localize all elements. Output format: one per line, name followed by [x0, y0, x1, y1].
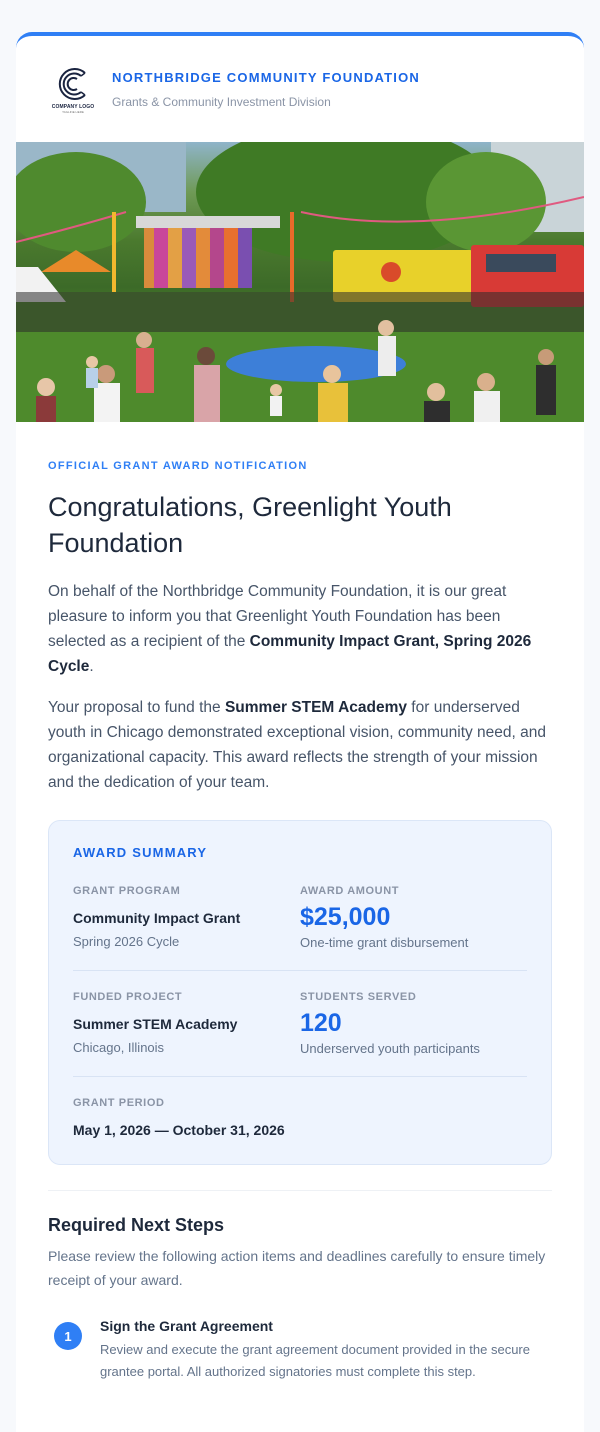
org-division: Grants & Community Investment Division	[112, 94, 331, 109]
notification-eyebrow: OFFICIAL GRANT AWARD NOTIFICATION	[48, 460, 308, 472]
page-title: Congratulations, Greenlight Youth Foundation	[48, 492, 452, 558]
next-steps-title: Required Next Steps	[48, 1215, 225, 1235]
festival-photo-illustration	[16, 142, 584, 422]
students-served-value: 120	[300, 1009, 342, 1037]
field-value: Summer STEM Academy	[73, 1016, 238, 1032]
field-label: STUDENTS SERVED	[300, 991, 417, 1003]
funded-project-field	[73, 991, 300, 1056]
step-number-badge: 1	[54, 1322, 82, 1350]
award-summary-panel	[48, 820, 552, 1165]
field-label: GRANT PERIOD	[73, 1097, 165, 1109]
students-served-field	[300, 991, 527, 1056]
summary-row	[73, 860, 527, 971]
step-description: Review and execute the grant agreement document provided in the secure grantee portal. All authorized signatories must complete this step.	[100, 1342, 530, 1379]
hero-image	[16, 142, 584, 422]
project-name-highlight: Summer STEM Academy	[224, 699, 407, 716]
award-letter-card	[16, 32, 584, 1432]
award-amount-value: $25,000	[300, 903, 391, 931]
org-name: NORTHBRIDGE COMMUNITY FOUNDATION	[112, 69, 421, 85]
letter-body	[16, 460, 584, 1383]
award-amount-field	[300, 885, 527, 950]
field-subtext: Spring 2026 Cycle	[73, 934, 180, 949]
field-value: May 1, 2026 — October 31, 2026	[73, 1122, 285, 1138]
field-value: Community Impact Grant	[73, 910, 241, 926]
field-subtext: Chicago, Illinois	[73, 1040, 165, 1055]
company-logo	[48, 60, 98, 118]
logo-text: COMPANY LOGO	[51, 103, 95, 110]
logo-tagline: TAGLINE HERE	[62, 109, 84, 114]
proposal-paragraph: Your proposal to fund the Summer STEM Academy for underserved youth in Chicago demonstrated exceptional vision, community need, and organizational capacity. This award reflects the strength of your mission and the dedication of your team.	[48, 699, 547, 791]
field-label: FUNDED PROJECT	[73, 991, 183, 1003]
logo-c-icon	[55, 65, 91, 103]
field-subtext: One-time grant disbursement	[300, 935, 469, 950]
field-label: GRANT PROGRAM	[73, 885, 181, 897]
field-label: AWARD AMOUNT	[300, 885, 400, 897]
summary-row	[73, 971, 527, 1077]
grant-name-highlight: Community Impact Grant, Spring 2026 Cycle	[48, 633, 532, 675]
grant-program-field	[73, 885, 300, 950]
step-item	[48, 1318, 552, 1383]
next-steps-intro: Please review the following action items and deadlines carefully to ensure timely receipt of your award.	[48, 1248, 546, 1288]
letter-header	[16, 36, 584, 142]
award-summary-title: AWARD SUMMARY	[73, 845, 208, 860]
intro-paragraph: On behalf of the Northbridge Community Foundation, it is our great pleasure to inform you that Greenlight Youth Foundation has been selected as a recipient of the Community Impact Grant, Spring 2026 Cycle.	[48, 583, 532, 675]
field-subtext: Underserved youth participants	[300, 1041, 480, 1056]
grant-period-field	[73, 1097, 285, 1138]
step-title: Sign the Grant Agreement	[100, 1318, 273, 1334]
summary-row	[73, 1077, 527, 1138]
section-divider	[48, 1190, 552, 1191]
